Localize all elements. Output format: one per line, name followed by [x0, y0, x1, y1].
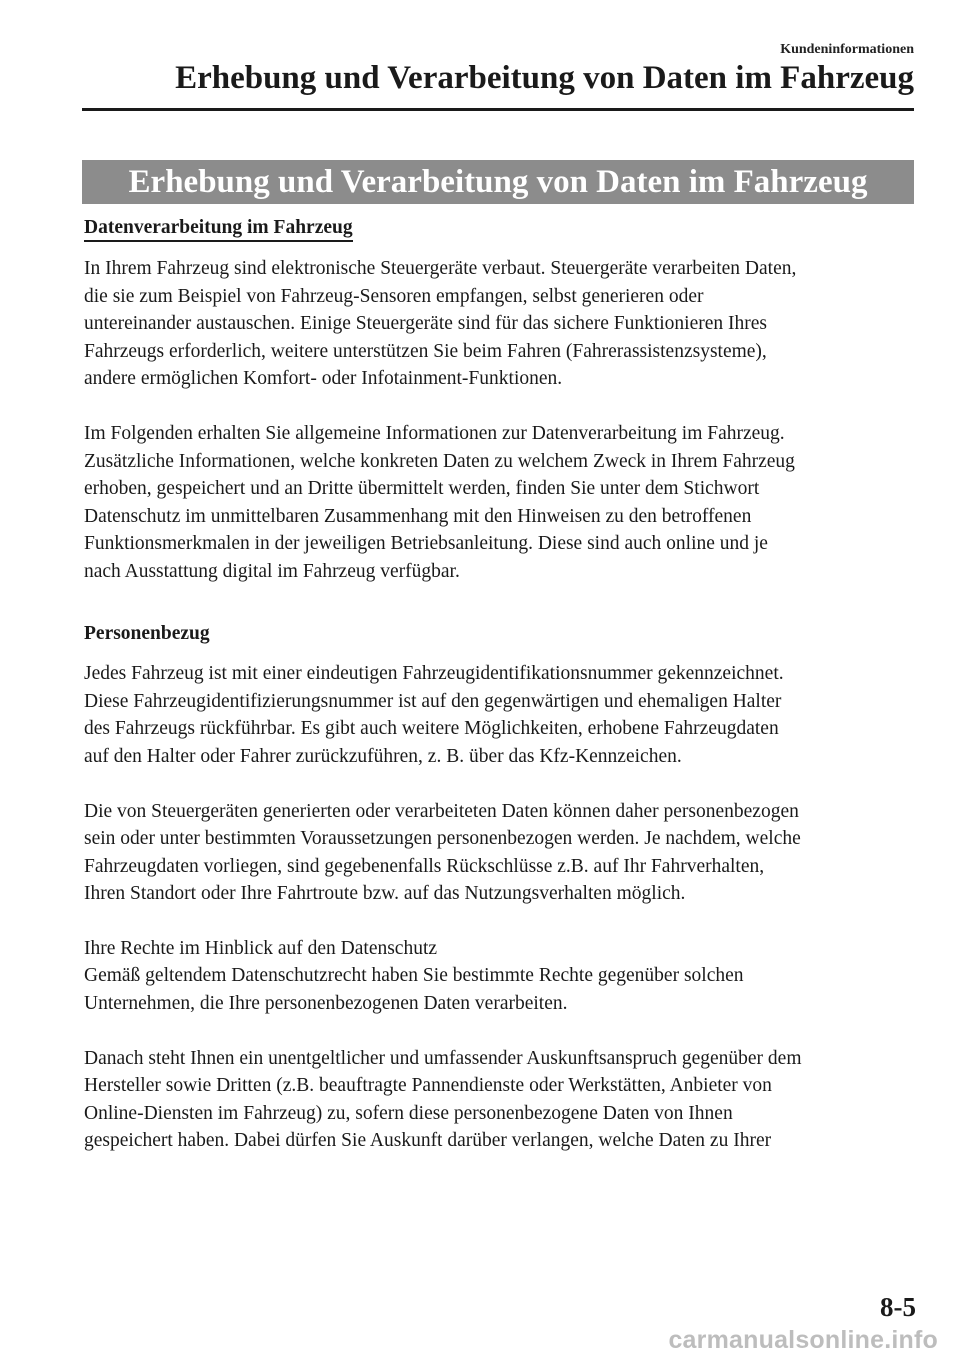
document-body	[84, 214, 914, 1155]
watermark: carmanualsonline.info	[668, 1326, 938, 1354]
paragraph-4	[84, 798, 914, 908]
paragraph-2	[84, 420, 914, 586]
text-line: In Ihrem Fahrzeug sind elektronische Steuergeräte verbaut. Steuergeräte verarbeiten Daten,	[84, 258, 797, 279]
text-line: Datenschutz im unmittelbaren Zusammenhang mit den Hinweisen zu den betroffenen	[84, 505, 752, 527]
text-line: erhoben, gespeichert und an Dritte übermittelt werden, finden Sie unter dem Stichwort	[84, 478, 760, 500]
text-line: Diese Fahrzeugidentifizierungsnummer ist auf den gegenwärtigen und ehemaligen Halter	[84, 690, 782, 712]
section-label: Kundeninformationen	[780, 42, 914, 57]
page-header-title: Erhebung und Verarbeitung von Daten im Fahrzeug	[175, 60, 914, 96]
paragraph-3	[84, 660, 914, 770]
text-line: Jedes Fahrzeug ist mit einer eindeutigen Fahrzeugidentifikationsnummer gekennzeichnet.	[84, 663, 784, 685]
text-line: untereinander austauschen. Einige Steuergeräte sind für das sichere Funktionieren Ihres	[84, 313, 767, 335]
paragraph-1	[84, 255, 914, 393]
text-line: Fahrzeugdaten vorliegen, sind gegebenenfalls Rückschlüsse z.B. auf Ihr Fahrverhalten,	[84, 855, 765, 877]
text-line: Gemäß geltendem Datenschutzrecht haben Sie bestimmte Rechte gegenüber solchen	[84, 965, 744, 987]
paragraph-6	[84, 1045, 914, 1155]
text-line: sein oder unter bestimmten Voraussetzungen personenbezogen werden. Je nachdem, welche	[84, 828, 801, 850]
section-heading-personenbezug: Personenbezug	[84, 622, 210, 644]
text-line: andere ermöglichen Komfort- oder Infotainment-Funktionen.	[84, 368, 563, 390]
text-line: gespeichert haben. Dabei dürfen Sie Auskunft darüber verlangen, welche Daten zu Ihrer	[84, 1130, 772, 1152]
text-line: Fahrzeugs erforderlich, weitere unterstützen Sie beim Fahren (Fahrerassistenzsysteme),	[84, 340, 767, 362]
text-line: Danach steht Ihnen ein unentgeltlicher und umfassender Auskunftsanspruch gegenüber dem	[84, 1047, 802, 1069]
text-line: die sie zum Beispiel von Fahrzeug-Sensoren empfangen, selbst generieren oder	[84, 285, 704, 307]
paragraph-5	[84, 935, 914, 1018]
subheading: Datenverarbeitung im Fahrzeug	[84, 216, 353, 242]
chapter-banner	[82, 160, 914, 204]
text-line: Im Folgenden erhalten Sie allgemeine Informationen zur Datenverarbeitung im Fahrzeug.	[84, 422, 785, 444]
text-line: Hersteller sowie Dritten (z.B. beauftragte Pannendienste oder Werkstätten, Anbieter von	[84, 1075, 772, 1097]
text-line: Funktionsmerkmalen in der jeweiligen Betriebsanleitung. Diese sind auch online und je	[84, 533, 768, 555]
page-number: 8-5	[880, 1292, 916, 1322]
text-line: Zusätzliche Informationen, welche konkreten Daten zu welchem Zweck in Ihrem Fahrzeug	[84, 450, 795, 472]
text-line: Online-Diensten im Fahrzeug) zu, sofern diese personenbezogene Daten von Ihnen	[84, 1102, 733, 1124]
text-line: Ihre Rechte im Hinblick auf den Datenschutz	[84, 937, 438, 959]
text-line: Ihren Standort oder Ihre Fahrtroute bzw. auf das Nutzungsverhalten möglich.	[84, 883, 686, 905]
text-line: nach Ausstattung digital im Fahrzeug verfügbar.	[84, 560, 460, 582]
text-line: auf den Halter oder Fahrer zurückzuführen, z. B. über das Kfz-Kennzeichen.	[84, 745, 682, 767]
text-line: Unternehmen, die Ihre personenbezogenen Daten verarbeiten.	[84, 993, 568, 1015]
banner-title: Erhebung und Verarbeitung von Daten im Fahrzeug	[128, 163, 868, 200]
text-line: des Fahrzeugs rückführbar. Es gibt auch weitere Möglichkeiten, erhobene Fahrzeugdaten	[84, 718, 779, 740]
text-line: Die von Steuergeräten generierten oder verarbeiteten Daten können daher personenbezogen	[84, 800, 799, 822]
header-divider	[82, 108, 914, 111]
